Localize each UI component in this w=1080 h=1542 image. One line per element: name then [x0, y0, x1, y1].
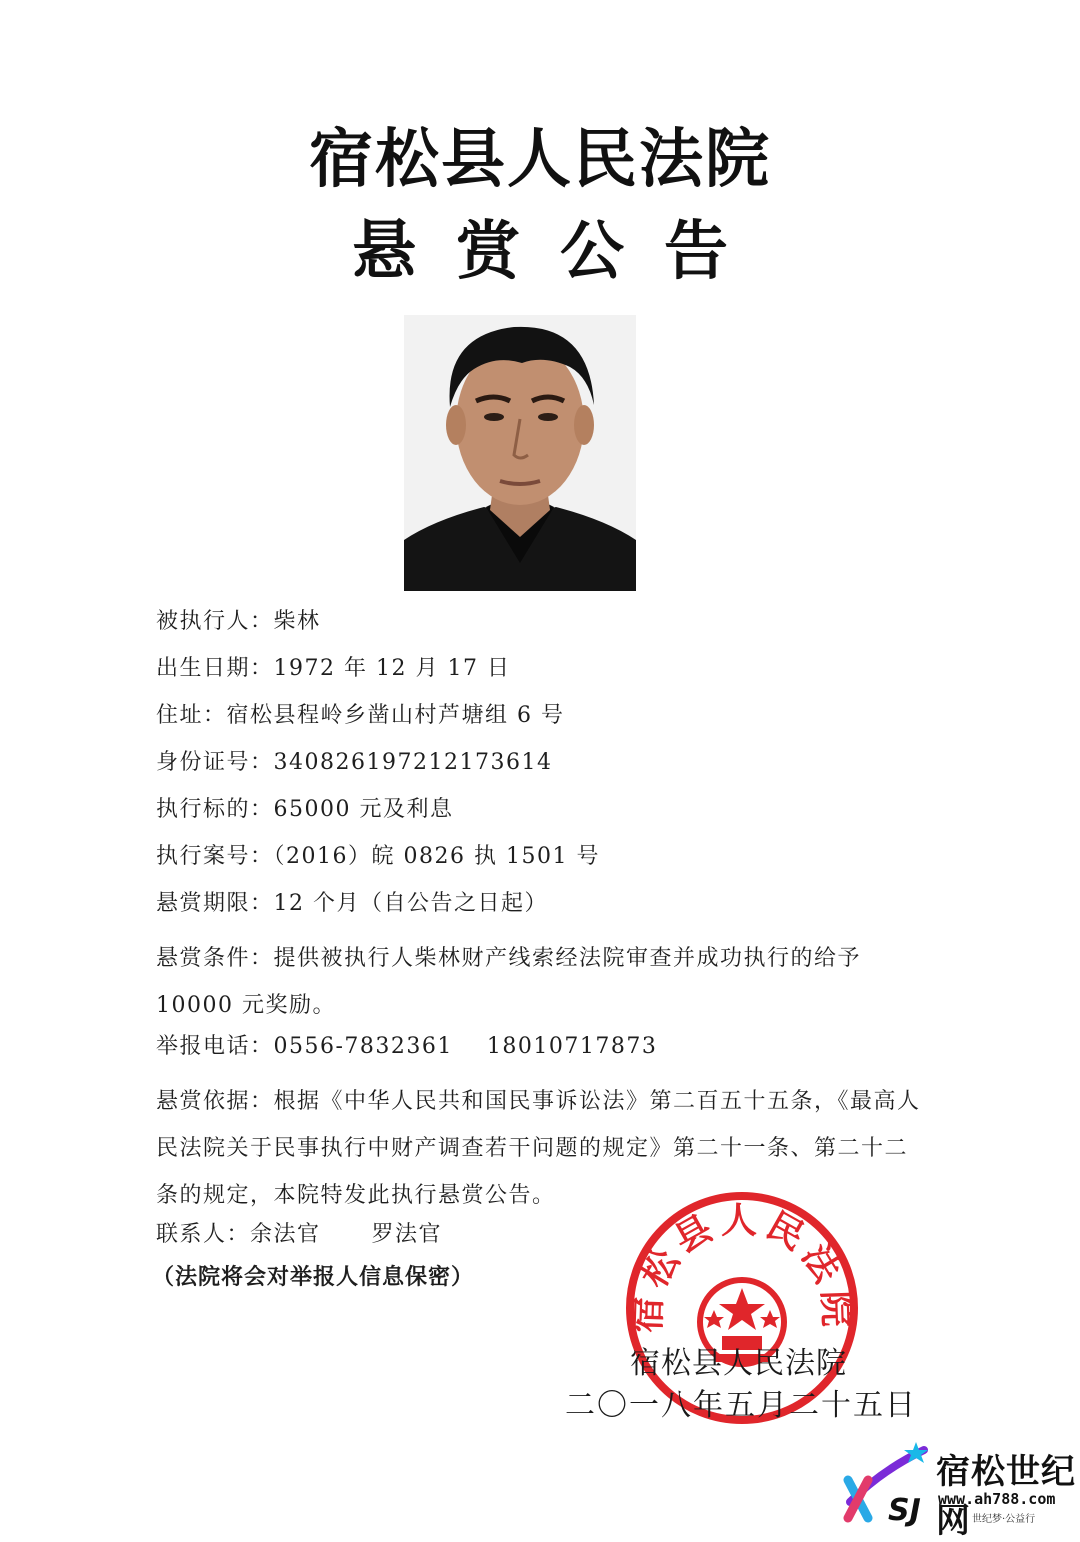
info-case-number: 执行案号：（2016）皖 0826 执 1501 号 [156, 844, 600, 869]
suspect-photo [404, 315, 636, 591]
signature-court: 宿松县人民法院 [630, 1346, 847, 1381]
info-contacts: 联系人：余法官 罗法官 [156, 1222, 442, 1247]
info-reward-period: 悬赏期限：12 个月（自公告之日起） [156, 891, 548, 916]
info-name: 被执行人：柴林 [156, 609, 321, 634]
info-legal-basis: 悬赏依据：根据《中华人民共和国民事诉讼法》第二百五十五条，《最高人民法院关于民事执行中财产调查若干问题的规定》第二十一条、第二十二条的规定，本院特发此执行悬赏公告。 [156, 1089, 921, 1208]
site-url: www.ah788.com [938, 1490, 1056, 1508]
site-logo-icon [842, 1440, 936, 1527]
info-address: 住址：宿松县程岭乡凿山村芦塘组 6 号 [156, 703, 565, 728]
signature-date: 二〇一八年五月二十五日 [565, 1388, 917, 1423]
info-reward-conditions: 悬赏条件：提供被执行人柴林财产线索经法院审查并成功执行的给予 10000 元奖励。 [156, 946, 862, 1018]
info-amount: 执行标的：65000 元及利息 [156, 797, 454, 822]
info-birth-date: 出生日期：1972 年 12 月 17 日 [156, 656, 511, 681]
seal-text: 宿松县人民法院 [627, 1200, 857, 1334]
confidential-note: （法院将会对举报人信息保密） [152, 1265, 475, 1290]
info-report-phone: 举报电话：0556-7832361 18010717873 [156, 1034, 658, 1059]
notice-title: 悬赏公告 [352, 215, 768, 289]
site-slogan: 世纪梦·公益行 [972, 1514, 1036, 1525]
court-title: 宿松县人民法院 [309, 123, 771, 197]
site-name: 宿松世纪网 [936, 1452, 1076, 1541]
site-watermark [842, 1440, 1080, 1541]
site-logo-text: SJ [888, 1493, 921, 1527]
info-id-number: 身份证号：340826197212173614 [156, 750, 553, 775]
